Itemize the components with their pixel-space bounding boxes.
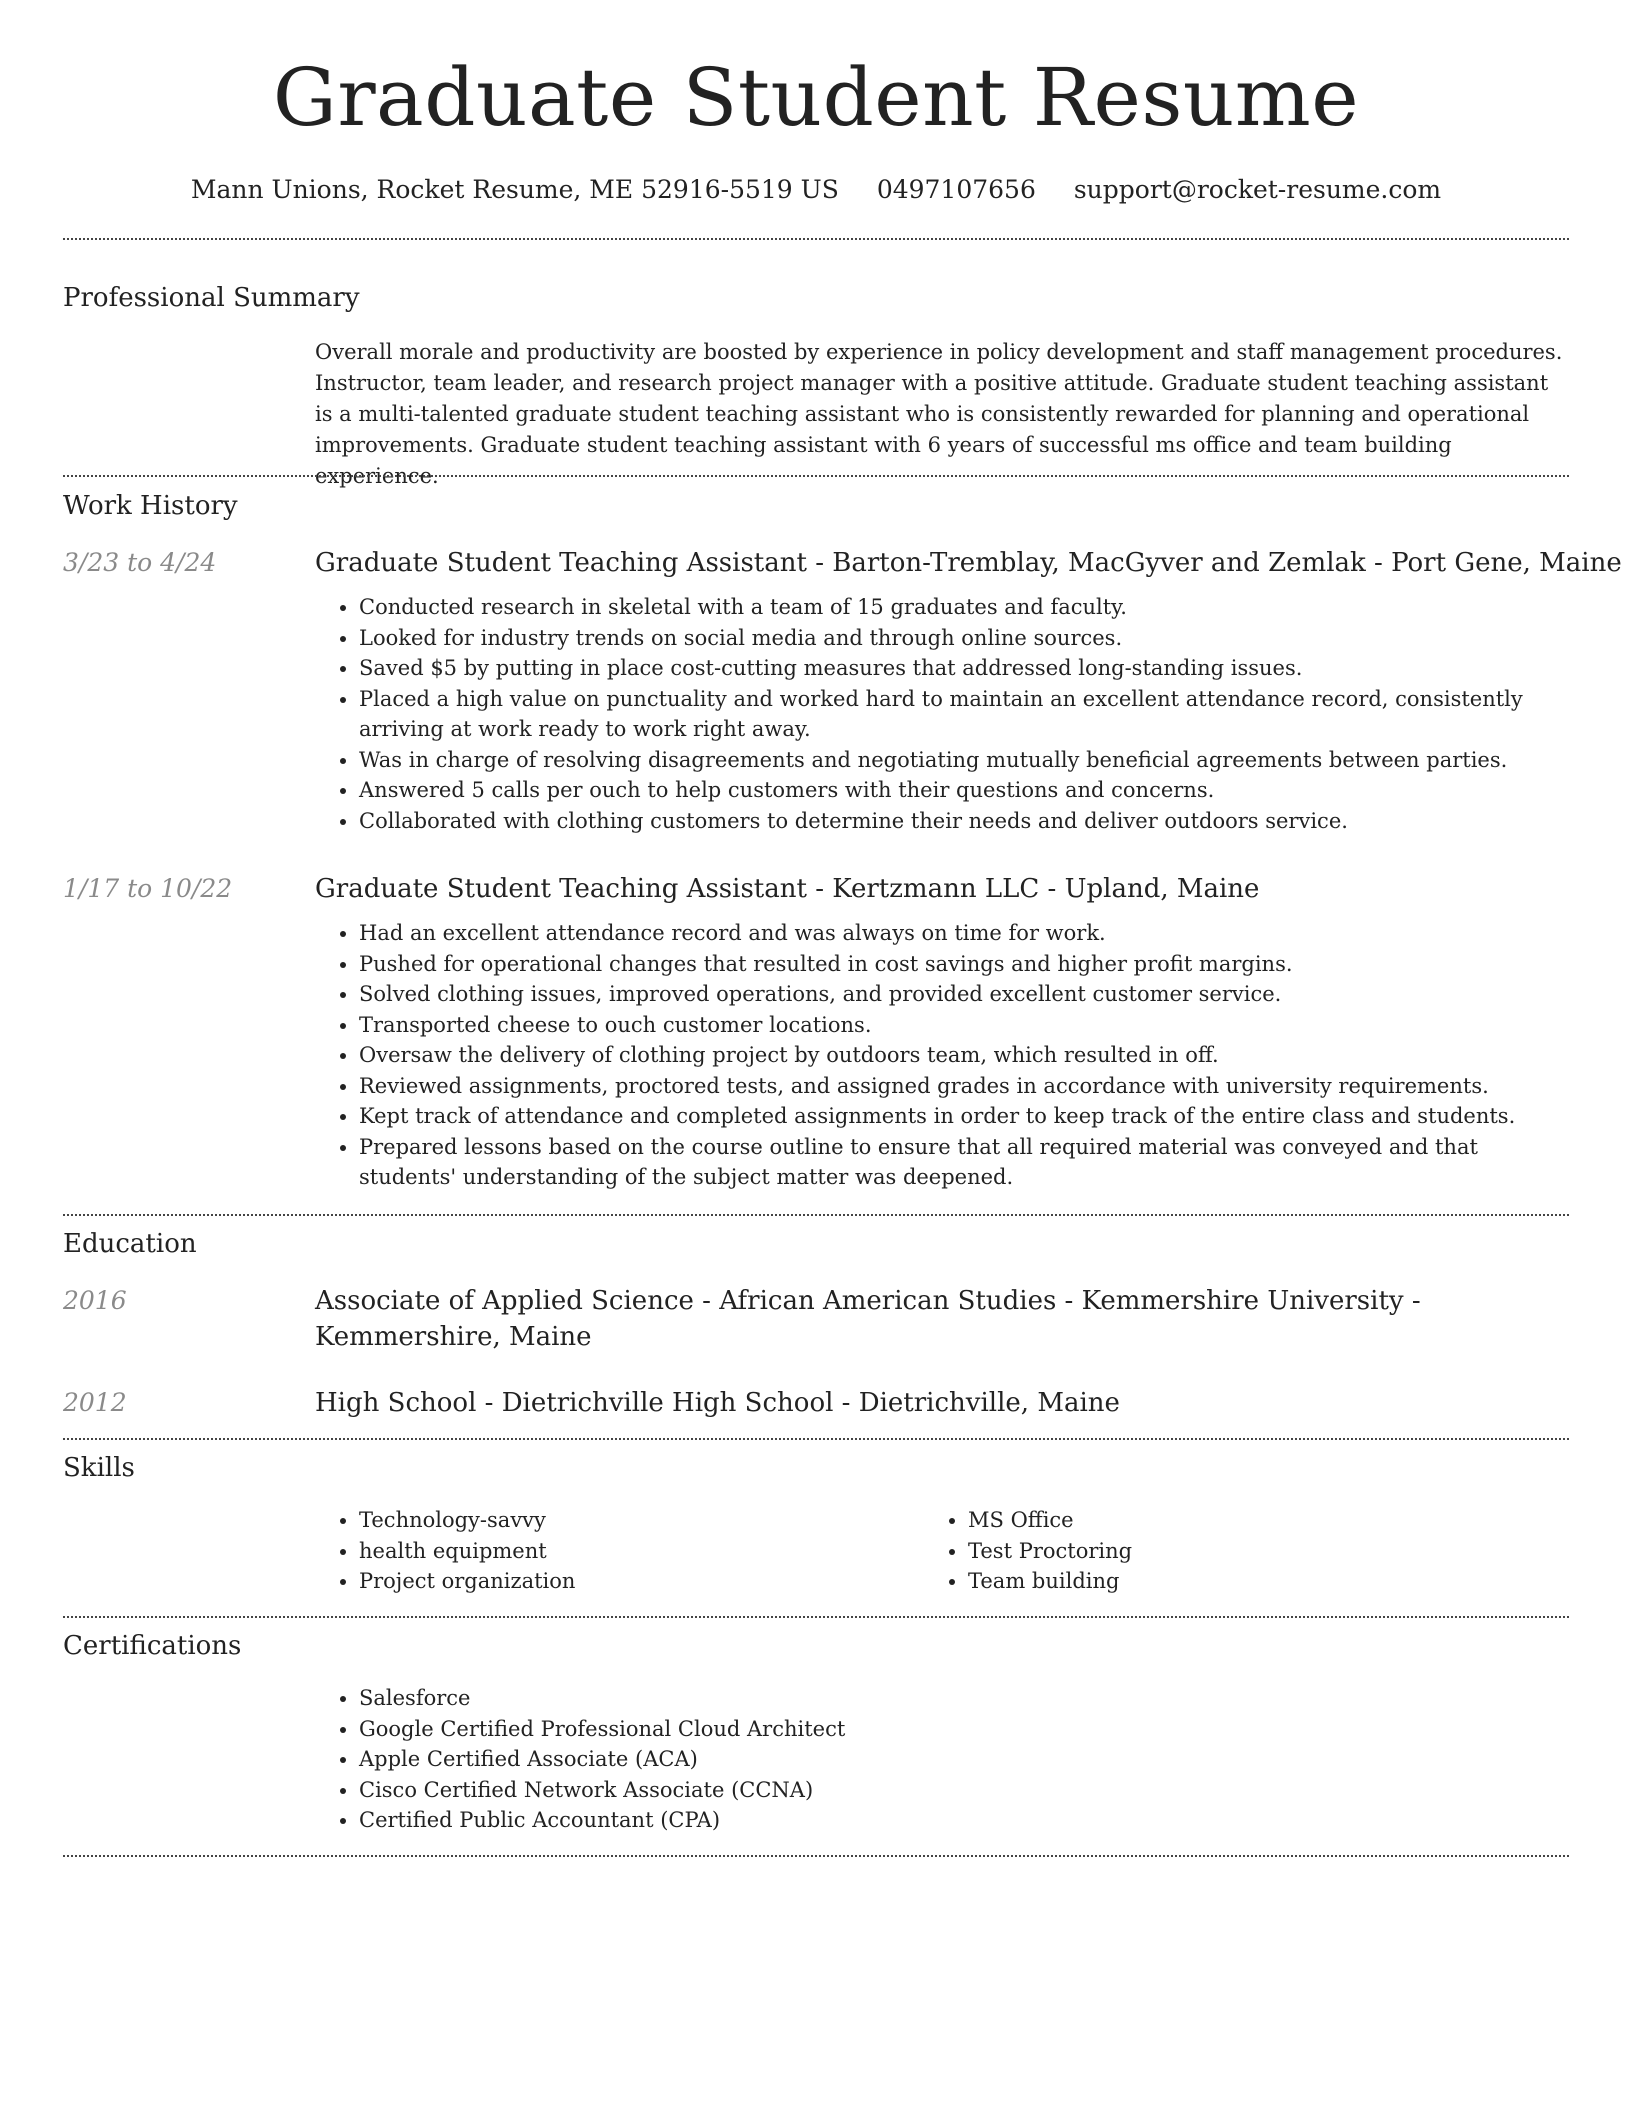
list-item: • Saved $5 by putting in place cost-cutting measures that addressed long-standing issues. bbox=[359, 653, 1565, 684]
section-title-work: Work History bbox=[63, 491, 238, 521]
list-item: • Oversaw the delivery of clothing project by outdoors team, which resulted in off. bbox=[359, 1040, 1565, 1071]
list-item: • Reviewed assignments, proctored tests, and assigned grades in accordance with university requirements. bbox=[359, 1071, 1565, 1102]
list-item: • Was in charge of resolving disagreements and negotiating mutually beneficial agreements between parties. bbox=[359, 745, 1565, 776]
job-heading: Graduate Student Teaching Assistant - Barton-Tremblay, MacGyver and Zemlak - Port Gene, Maine bbox=[315, 548, 1622, 578]
list-item: • Solved clothing issues, improved operations, and provided excellent customer service. bbox=[359, 979, 1565, 1010]
job-dates: 1/17 to 10/22 bbox=[63, 874, 233, 903]
section-title-summary: Professional Summary bbox=[63, 283, 360, 313]
list-item: • Transported cheese to ouch customer locations. bbox=[359, 1010, 1565, 1041]
divider bbox=[63, 238, 1569, 240]
list-item: • Looked for industry trends on social media and through online sources. bbox=[359, 623, 1565, 654]
list-item: • Test Proctoring bbox=[968, 1536, 1484, 1567]
list-item: • Cisco Certified Network Associate (CCNA) bbox=[359, 1775, 1565, 1806]
list-item: • Project organization bbox=[359, 1566, 875, 1597]
certifications-block bbox=[315, 1683, 1565, 1836]
list-item: • Had an excellent attendance record and was always on time for work. bbox=[359, 918, 1565, 949]
divider bbox=[63, 1214, 1569, 1216]
divider bbox=[63, 1616, 1569, 1618]
list-item: • Collaborated with clothing customers to determine their needs and deliver outdoors service. bbox=[359, 806, 1565, 837]
summary-text: Overall morale and productivity are boosted by experience in policy development and staff management procedures. Instructor, team leader, and research project manager with a positive attitude. Graduate student teaching assistant is a multi-talented graduate student teaching assistant who is consistently rewarded for planning and operational improvements. Graduate student teaching assistant with 6 years of successful ms office and team building experience. bbox=[315, 340, 1563, 488]
list-item: • Answered 5 calls per ouch to help customers with their questions and concerns. bbox=[359, 775, 1565, 806]
skills-column-left bbox=[315, 1505, 875, 1597]
list-item: • Placed a high value on punctuality and worked hard to maintain an excellent attendance record, consistently arriving at work ready to work right away. bbox=[359, 684, 1565, 745]
job-bullets bbox=[315, 918, 1565, 1193]
job-heading: Graduate Student Teaching Assistant - Kertzmann LLC - Upland, Maine bbox=[315, 874, 1260, 904]
resume-title: Graduate Student Resume bbox=[272, 51, 1360, 144]
job-entry bbox=[315, 871, 1565, 1193]
list-item: • Technology-savvy bbox=[359, 1505, 875, 1536]
list-item: • MS Office bbox=[968, 1505, 1484, 1536]
skills-column-right bbox=[924, 1505, 1484, 1597]
divider bbox=[63, 1855, 1569, 1857]
job-entry bbox=[315, 545, 1622, 836]
list-item: • Google Certified Professional Cloud Architect bbox=[359, 1714, 1565, 1745]
education-year: 2012 bbox=[63, 1388, 127, 1417]
list-item: • Conducted research in skeletal with a team of 15 graduates and faculty. bbox=[359, 592, 1565, 623]
education-heading: Associate of Applied Science - African American Studies - Kemmershire University - Kemmershire, Maine bbox=[315, 1286, 1421, 1352]
list-item: • Kept track of attendance and completed assignments in order to keep track of the entire class and students. bbox=[359, 1101, 1565, 1132]
contact-email: support@rocket-resume.com bbox=[1073, 175, 1442, 204]
divider bbox=[63, 475, 1569, 477]
skills-list bbox=[924, 1505, 1484, 1597]
job-bullets bbox=[315, 592, 1565, 836]
list-item: • Prepared lessons based on the course outline to ensure that all required material was conveyed and that students' understanding of the subject matter was deepened. bbox=[359, 1132, 1565, 1193]
list-item: • Team building bbox=[968, 1566, 1484, 1597]
list-item: • Apple Certified Associate (ACA) bbox=[359, 1744, 1565, 1775]
list-item: • Pushed for operational changes that resulted in cost savings and higher profit margins. bbox=[359, 949, 1565, 980]
list-item: • Certified Public Accountant (CPA) bbox=[359, 1805, 1565, 1836]
section-title-certifications: Certifications bbox=[63, 1631, 242, 1661]
education-year: 2016 bbox=[63, 1286, 127, 1315]
education-heading: High School - Dietrichville High School - Dietrichville, Maine bbox=[315, 1388, 1120, 1418]
contact-address: Mann Unions, Rocket Resume, ME 52916-5519 US bbox=[190, 175, 839, 204]
contact-phone: 0497107656 bbox=[876, 175, 1036, 204]
list-item: • Salesforce bbox=[359, 1683, 1565, 1714]
job-dates: 3/23 to 4/24 bbox=[63, 548, 217, 577]
divider bbox=[63, 1438, 1569, 1440]
list-item: • health equipment bbox=[359, 1536, 875, 1567]
section-title-skills: Skills bbox=[63, 1453, 135, 1483]
section-title-education: Education bbox=[63, 1229, 197, 1259]
contact-line bbox=[0, 170, 1632, 210]
skills-list bbox=[315, 1505, 875, 1597]
certifications-list bbox=[315, 1683, 1565, 1836]
